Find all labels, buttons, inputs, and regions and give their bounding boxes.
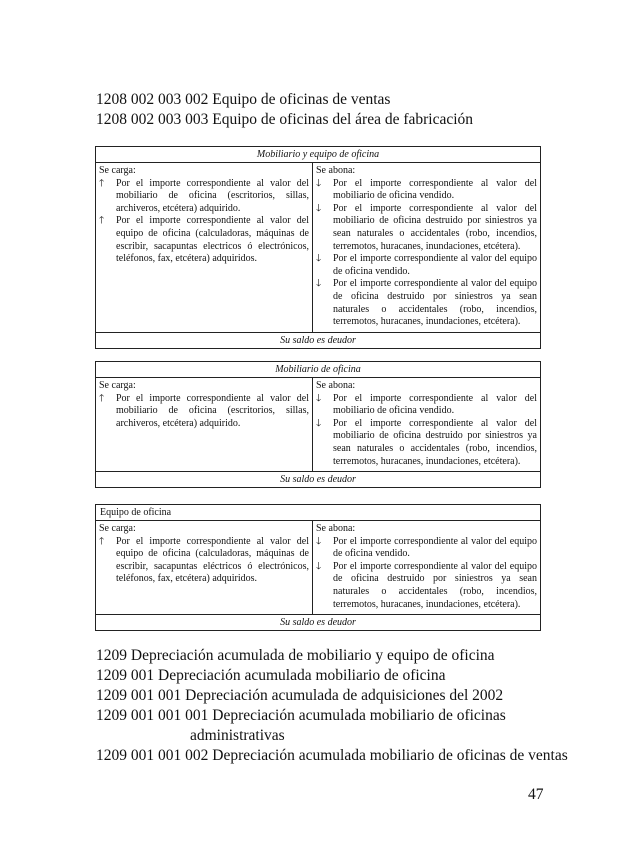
account-table-equipo <box>95 504 541 631</box>
arrow-down-icon: 🡓 <box>316 253 322 265</box>
account-code-line: 1209 001 001 002 Depreciación acumulada mobiliario de oficinas de ventas <box>96 747 568 764</box>
page-number: 47 <box>528 786 544 803</box>
credit-column <box>313 378 540 471</box>
debit-header: Se carga: <box>99 380 136 391</box>
arrow-up-icon: 🡑 <box>99 215 105 227</box>
credit-entry <box>316 561 537 611</box>
credit-entry <box>316 278 537 328</box>
credit-entry <box>316 536 537 561</box>
credit-entry <box>316 393 537 418</box>
credit-header: Se abona: <box>316 380 356 391</box>
debit-entry <box>99 393 309 431</box>
balance-note: Su saldo es deudor <box>280 617 356 629</box>
account-code-line: 1209 001 001 001 Depreciación acumulada mobiliario de oficinas <box>96 707 506 724</box>
balance-note: Su saldo es deudor <box>280 474 356 486</box>
account-code-line: 1209 001 Depreciación acumulada mobiliario de oficina <box>96 667 446 684</box>
arrow-up-icon: 🡑 <box>99 392 105 404</box>
account-code-line: 1208 002 003 002 Equipo de oficinas de ventas <box>96 91 391 108</box>
credit-entry-text: Por el importe correspondiente al valor del mobiliario de oficina vendido. <box>333 177 537 202</box>
account-table-body <box>96 163 540 333</box>
account-code-line: 1209 001 001 Depreciación acumulada de adquisiciones del 2002 <box>96 687 504 704</box>
credit-entry-text: Por el importe correspondiente al valor del equipo de oficina destruido por siniestros ya sean naturales o accidentales (robo, incendios, terremotos, huracanes, inundaciones, etcétera). <box>333 278 537 328</box>
arrow-down-icon: 🡓 <box>316 535 322 547</box>
credit-column <box>313 163 540 332</box>
debit-column <box>96 378 313 471</box>
credit-entry <box>316 178 537 203</box>
arrow-up-icon: 🡑 <box>99 535 105 547</box>
credit-header: Se abona: <box>316 523 356 534</box>
debit-entry-text: Por el importe correspondiente al valor del mobiliario de oficina (escritorios, sillas, archiveros, etcétera) adquirido. <box>116 177 309 214</box>
account-table-mobiliario <box>95 361 541 488</box>
account-code-line: 1208 002 003 003 Equipo de oficinas del área de fabricación <box>96 111 474 128</box>
account-table-body <box>96 521 540 615</box>
credit-entry <box>316 253 537 278</box>
balance-note: Su saldo es deudor <box>280 334 356 346</box>
credit-column <box>313 521 540 614</box>
debit-column <box>96 521 313 614</box>
account-table-mobiliario-equipo <box>95 146 541 349</box>
account-table-title: Mobiliario de oficina <box>96 362 540 378</box>
account-table-title: Mobiliario y equipo de oficina <box>96 147 540 163</box>
credit-entry-text: Por el importe correspondiente al valor del mobiliario de oficina destruido por siniestros ya sean naturales o accidentales (robo, incendios, terremotos, huracanes, inundaciones, etcétera). <box>333 417 537 467</box>
debit-header: Se carga: <box>99 523 136 534</box>
credit-header: Se abona: <box>316 165 356 176</box>
debit-header: Se carga: <box>99 165 136 176</box>
arrow-down-icon: 🡓 <box>316 392 322 404</box>
credit-entry-text: Por el importe correspondiente al valor del equipo de oficina vendido. <box>333 535 537 560</box>
arrow-up-icon: 🡑 <box>99 177 105 189</box>
account-heading-lines <box>96 90 473 130</box>
credit-entry <box>316 203 537 253</box>
debit-entry <box>99 178 309 216</box>
credit-entry-text: Por el importe correspondiente al valor del mobiliario de oficina destruido por siniestros ya sean naturales o accidentales (robo, incendios, terremotos, huracanes, inundaciones, etcétera). <box>333 202 537 252</box>
debit-entry-text: Por el importe correspondiente al valor del equipo de oficina (calculadoras, máquinas de escribir, sacapuntas eléctricos ó electrónicos, teléfonos, fax, etcétera) adquiridos. <box>116 535 309 585</box>
arrow-down-icon: 🡓 <box>316 202 322 214</box>
debit-entry-text: Por el importe correspondiente al valor del equipo de oficina (calculadoras, máquinas de escribir, sacapuntas electricos ó electrónicos, teléfonos, fax, etcétera) adquiridos. <box>116 215 309 265</box>
arrow-down-icon: 🡓 <box>316 177 322 189</box>
account-table-body <box>96 378 540 472</box>
debit-entry <box>99 536 309 586</box>
account-code-line: 1209 Depreciación acumulada de mobiliario y equipo de oficina <box>96 647 495 664</box>
credit-entry <box>316 418 537 468</box>
arrow-down-icon: 🡓 <box>316 278 322 290</box>
credit-entry-text: Por el importe correspondiente al valor del mobiliario de oficina vendido. <box>333 392 537 417</box>
debit-entry-text: Por el importe correspondiente al valor del mobiliario de oficina (escritorios, sillas, archiveros, etcétera) adquirido. <box>116 392 309 429</box>
credit-entry-text: Por el importe correspondiente al valor del equipo de oficina destruido por siniestros ya sean naturales o accidentales (robo, incendios, terremotos, huracanes, inundaciones, etcétera). <box>333 560 537 610</box>
debit-column <box>96 163 313 332</box>
arrow-down-icon: 🡓 <box>316 417 322 429</box>
depreciation-account-lines <box>96 646 568 766</box>
arrow-down-icon: 🡓 <box>316 560 322 572</box>
debit-entry <box>99 215 309 265</box>
account-table-title: Equipo de oficina <box>96 505 540 521</box>
account-code-line-continuation: administrativas <box>190 727 285 744</box>
credit-entry-text: Por el importe correspondiente al valor del equipo de oficina vendido. <box>333 253 537 277</box>
